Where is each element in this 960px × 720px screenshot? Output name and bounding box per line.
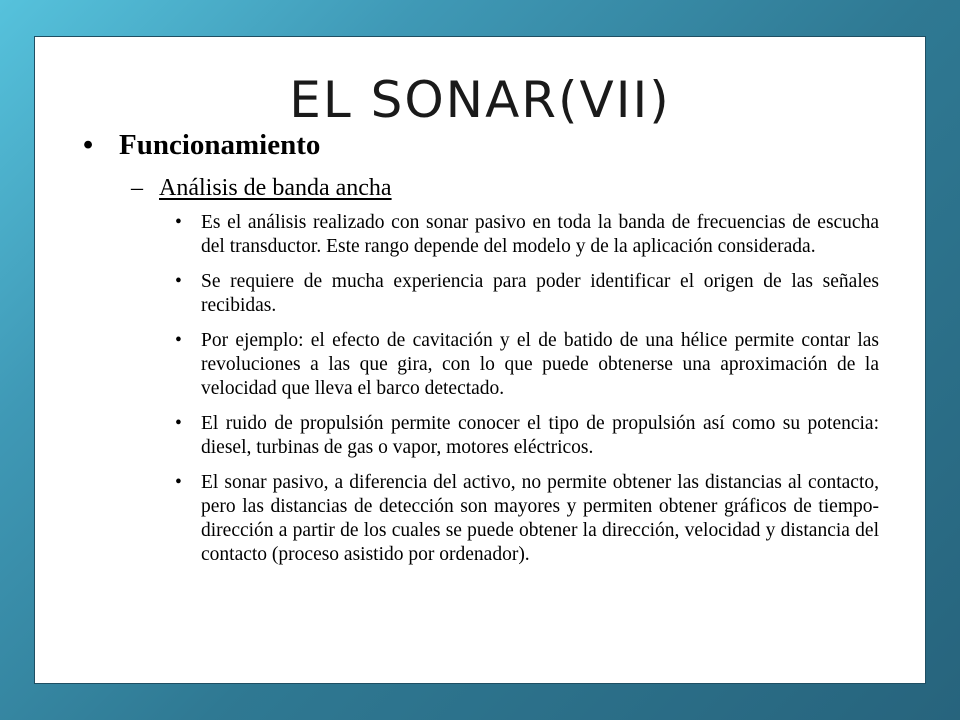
bullet-dot: • bbox=[175, 330, 182, 351]
subheading-text: Análisis de banda ancha bbox=[159, 175, 392, 201]
list-item-text: Es el análisis realizado con sonar pasivo en toda la banda de frecuencias de escucha del transductor. Este rango depende del modelo y de la aplicación considerada. bbox=[201, 212, 879, 257]
list-item-text: Por ejemplo: el efecto de cavitación y el de batido de una hélice permite contar las revoluciones a las que gira, con lo que puede obtenerse una aproximación de la velocidad que lleva el barco detectado. bbox=[201, 330, 879, 399]
bullet-dot: • bbox=[175, 212, 182, 233]
bullet-dot: • bbox=[175, 472, 182, 493]
list-item bbox=[173, 211, 879, 259]
slide-title: EL SONAR(VII) bbox=[289, 71, 671, 129]
list-item bbox=[173, 270, 879, 318]
heading-bullet: • bbox=[83, 129, 94, 161]
list-item-text: Se requiere de mucha experiencia para poder identificar el origen de las señales recibidas. bbox=[201, 271, 879, 316]
heading-text: Funcionamiento bbox=[119, 129, 321, 161]
list-item-text: El ruido de propulsión permite conocer el tipo de propulsión así como su potencia: diesel, turbinas de gas o vapor, motores eléctricos. bbox=[201, 413, 879, 458]
list-item bbox=[173, 412, 879, 460]
bullet-dot: • bbox=[175, 413, 182, 434]
slide-panel bbox=[34, 36, 926, 684]
subheading-item bbox=[131, 175, 392, 202]
heading-bullet-item bbox=[83, 129, 320, 162]
bullet-dot: • bbox=[175, 271, 182, 292]
list-item bbox=[173, 329, 879, 401]
list-item-text: El sonar pasivo, a diferencia del activo, no permite obtener las distancias al contacto, pero las distancias de detección son mayores y permiten obtener gráficos de tiempo-dirección a partir de los cuales se puede obtener la dirección, velocidad y distancia del contacto (proceso asistido por ordenador). bbox=[201, 472, 879, 565]
list-item bbox=[173, 471, 879, 567]
detail-bullet-list bbox=[173, 211, 879, 578]
subheading-dash: – bbox=[131, 175, 143, 201]
